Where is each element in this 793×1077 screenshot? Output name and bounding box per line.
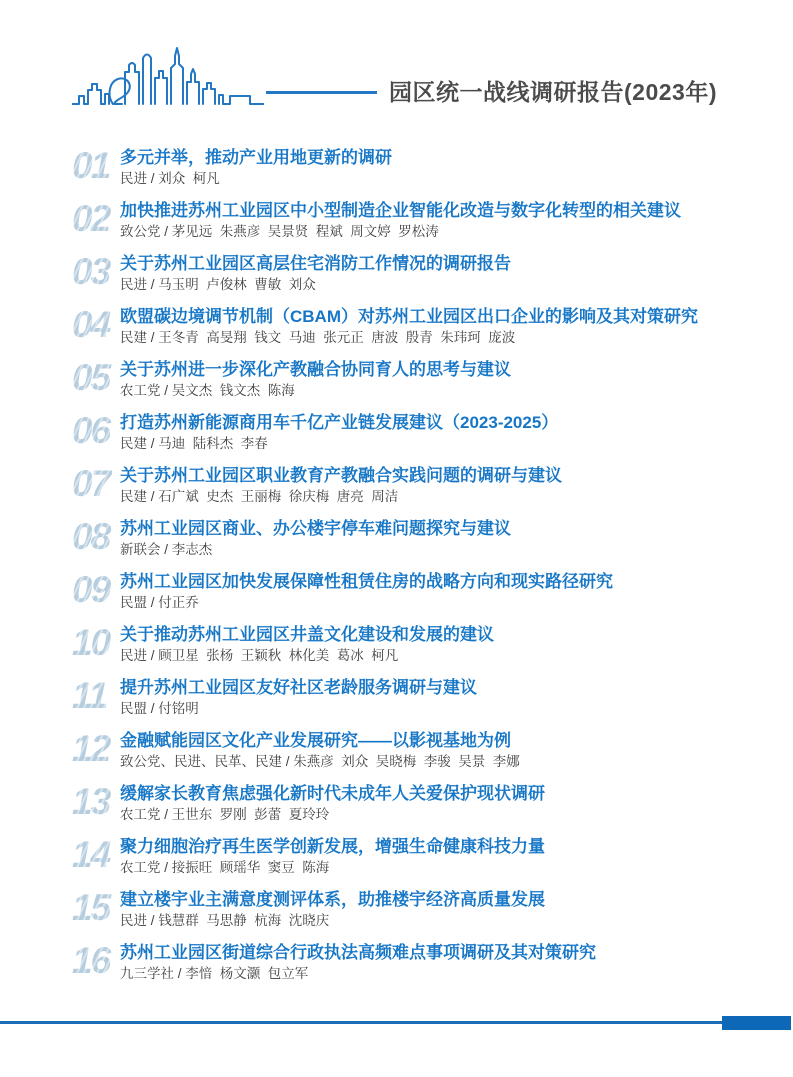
entry-number: 14 <box>72 838 112 872</box>
toc-entry-11 <box>72 677 735 718</box>
entry-authors: 农工党 / 接振旺 顾瑶华 窦豆 陈海 <box>120 860 330 875</box>
entry-authors: 民盟 / 付铭明 <box>120 701 199 716</box>
toc-entry-15 <box>72 889 735 930</box>
header-divider-line <box>266 91 377 94</box>
entry-number: 04 <box>72 308 112 342</box>
toc-entry-01 <box>72 147 735 188</box>
toc-entry-04 <box>72 306 735 347</box>
toc-entry-07 <box>72 465 735 506</box>
toc-entry-03 <box>72 253 735 294</box>
entry-title: 打造苏州新能源商用车千亿产业链发展建议（2023-2025） <box>120 413 559 432</box>
city-skyline-icon <box>72 44 264 106</box>
entry-authors: 致公党 / 茅见远 朱燕彦 吴景贤 程斌 周文婷 罗松涛 <box>120 224 439 239</box>
entry-title: 关于苏州进一步深化产教融合协同育人的思考与建议 <box>120 360 511 379</box>
entry-title: 苏州工业园区加快发展保障性租赁住房的战略方向和现实路径研究 <box>120 572 613 591</box>
entry-number: 03 <box>72 255 112 289</box>
toc-entry-16 <box>72 942 735 983</box>
entry-title: 关于苏州工业园区高层住宅消防工作情况的调研报告 <box>120 254 511 273</box>
toc-entry-12 <box>72 730 735 771</box>
entry-title: 关于推动苏州工业园区井盖文化建设和发展的建议 <box>120 625 494 644</box>
entry-authors: 民建 / 石广斌 史杰 王丽梅 徐庆梅 唐亮 周洁 <box>120 489 399 504</box>
toc-entry-06 <box>72 412 735 453</box>
entry-authors: 农工党 / 吴文杰 钱文杰 陈海 <box>120 383 295 398</box>
entry-title: 提升苏州工业园区友好社区老龄服务调研与建议 <box>120 678 477 697</box>
entry-number: 02 <box>72 202 112 236</box>
toc-entry-08 <box>72 518 735 559</box>
entry-title: 建立楼宇业主满意度测评体系，助推楼宇经济高质量发展 <box>120 890 545 909</box>
entry-title: 欧盟碳边境调节机制（CBAM）对苏州工业园区出口企业的影响及其对策研究 <box>120 307 698 326</box>
entry-number: 10 <box>72 626 112 660</box>
entry-number: 07 <box>72 467 112 501</box>
entry-authors: 民建 / 王冬青 高旻翔 钱文 马迪 张元正 唐波 殷青 朱玮珂 庞波 <box>120 330 516 345</box>
page-footer <box>0 1016 793 1030</box>
toc-entry-13 <box>72 783 735 824</box>
entry-number: 05 <box>72 361 112 395</box>
entry-authors: 民进 / 钱慧群 马思静 杭海 沈晓庆 <box>120 913 330 928</box>
entry-number: 16 <box>72 944 112 978</box>
entry-authors: 民进 / 马玉明 卢俊林 曹敏 刘众 <box>120 277 316 292</box>
toc-entry-09 <box>72 571 735 612</box>
entry-authors: 农工党 / 王世东 罗刚 彭蕾 夏玲玲 <box>120 807 330 822</box>
entry-authors: 九三学社 / 李愔 杨文灏 包立军 <box>120 966 309 981</box>
toc-entry-02 <box>72 200 735 241</box>
entry-title: 苏州工业园区商业、办公楼宇停车难问题探究与建议 <box>120 519 511 538</box>
entry-number: 09 <box>72 573 112 607</box>
entry-number: 11 <box>72 679 112 713</box>
page-title: 园区统一战线调研报告(2023年) <box>389 79 717 105</box>
page-header <box>72 44 717 106</box>
entry-title: 多元并举，推动产业用地更新的调研 <box>120 148 392 167</box>
entry-title: 聚力细胞治疗再生医学创新发展，增强生命健康科技力量 <box>120 837 545 856</box>
toc-entry-05 <box>72 359 735 400</box>
entry-number: 12 <box>72 732 112 766</box>
entry-authors: 民进 / 刘众 柯凡 <box>120 171 220 186</box>
toc-entry-14 <box>72 836 735 877</box>
entry-title: 加快推进苏州工业园区中小型制造企业智能化改造与数字化转型的相关建议 <box>120 201 681 220</box>
entry-title: 金融赋能园区文化产业发展研究——以影视基地为例 <box>120 731 511 750</box>
footer-accent-bar <box>722 1016 791 1030</box>
entry-authors: 民建 / 马迪 陆科杰 李春 <box>120 436 268 451</box>
entry-number: 06 <box>72 414 112 448</box>
entry-title: 关于苏州工业园区职业教育产教融合实践问题的调研与建议 <box>120 466 562 485</box>
entry-authors: 民进 / 顾卫星 张杨 王颖秋 林化美 葛冰 柯凡 <box>120 648 399 663</box>
toc-list <box>72 147 735 995</box>
entry-number: 01 <box>72 149 112 183</box>
toc-entry-10 <box>72 624 735 665</box>
entry-authors: 民盟 / 付正乔 <box>120 595 199 610</box>
entry-authors: 致公党、民进、民革、民建 / 朱燕彦 刘众 吴晓梅 李骏 吴景 李娜 <box>120 754 520 769</box>
footer-rule-line <box>0 1021 724 1024</box>
entry-title: 苏州工业园区街道综合行政执法高频难点事项调研及其对策研究 <box>120 943 596 962</box>
entry-number: 08 <box>72 520 112 554</box>
entry-authors: 新联会 / 李志杰 <box>120 542 213 557</box>
entry-number: 15 <box>72 891 112 925</box>
entry-title: 缓解家长教育焦虑强化新时代未成年人关爱保护现状调研 <box>120 784 545 803</box>
entry-number: 13 <box>72 785 112 819</box>
